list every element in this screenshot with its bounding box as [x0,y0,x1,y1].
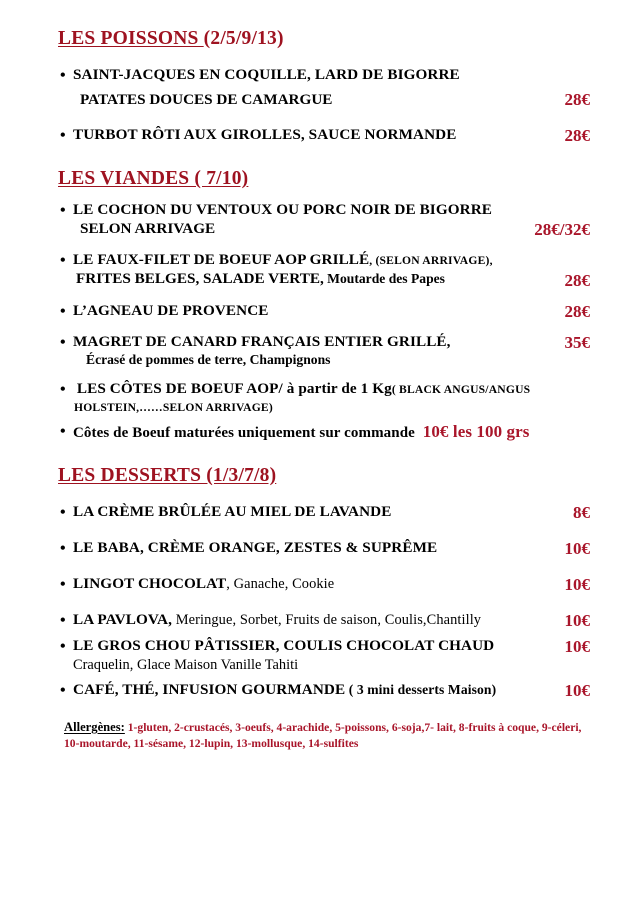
menu-item-text [58,611,557,630]
menu-item [58,251,590,291]
menu-item-price: 35€ [564,333,590,353]
menu-item-text [58,575,557,594]
menu-item-text [58,251,557,288]
section-poissons [58,28,590,146]
bullet-icon: • [60,575,66,593]
menu-item-text [58,66,557,109]
menu-item-line1 [58,575,557,594]
section-heading-desserts [58,465,590,487]
menu-item-line1 [58,503,565,522]
menu-item-price: 10€ [564,636,590,656]
menu-item [58,302,590,322]
bullet-icon: • [60,334,66,352]
menu-item-condiment: Moutarde des Papes [323,271,445,287]
menu-item-line1 [58,251,557,270]
menu-item-line1 [58,333,557,352]
menu-item-name: LA CRÈME BRÛLÉE AU MIEL DE LAVANDE [73,502,392,520]
allergens-list: 1-gluten, 2-crustacés, 3-oeufs, 4-arachide, 5-poissons, 6-soja,7- lait, 8-fruits à coque, 9-céleri, 10-moutarde, 11-sésame, 12-lupin, 13-mollusque, 14-sulfites [64,720,582,751]
menu-item-name: Côtes de Boeuf maturées uniquement sur commande [73,425,415,442]
menu-item-price: 28€ [564,90,590,109]
bullet-icon: • [60,423,66,441]
bullet-icon: • [60,303,66,321]
menu-item-name: LE BABA, CRÈME ORANGE, ZESTES & SUPRÊME [73,538,438,556]
menu-item-price: 10€ [564,680,590,700]
menu-item-price: 10€ [564,538,590,558]
menu-item-name: MAGRET DE CANARD FRANÇAIS ENTIER GRILLÉ, [73,333,451,351]
bullet-icon: • [60,611,66,629]
menu-item-name: CAFÉ, THÉ, INFUSION GOURMANDE [73,680,346,698]
menu-item-price: 28€ [564,302,590,322]
menu-item [58,539,590,559]
menu-item-text [58,302,557,321]
bullet-icon: • [60,539,66,557]
menu-item-name: SAINT-JACQUES EN COQUILLE, LARD DE BIGORRE [73,66,460,83]
menu-item-line1 [58,539,557,558]
menu-item [58,503,590,523]
menu-item-description: Meringue, Sorbet, Fruits de saison, Coulis,Chantilly [172,611,482,628]
menu-item [58,333,590,369]
menu-item-line1 [58,126,557,145]
section-viandes [58,168,590,443]
menu-item-note: , (SELON ARRIVAGE), [369,254,493,268]
menu-item-inline-price: 10€ les 100 grs [422,422,530,442]
menu-item [58,380,590,417]
menu-item-description: ( 3 mini desserts Maison) [345,681,497,697]
bullet-icon: • [60,252,66,270]
menu-item [58,611,590,631]
bullet-icon: • [60,503,66,521]
section-allergen-codes: (2/5/9/13) [203,28,284,49]
allergens-footer [58,719,590,752]
menu-item-price: 10€ [564,574,590,594]
menu-item-line1 [58,302,557,321]
bullet-icon: • [60,67,66,84]
menu-item-line1 [58,380,590,399]
bullet-icon: • [60,127,66,145]
menu-item [58,66,590,110]
menu-item-text [58,637,557,675]
menu-item-name: TURBOT RÔTI AUX GIROLLES, SAUCE NORMANDE [73,126,457,144]
menu-item-price: 28€ [564,126,590,146]
menu-item-line2: Écrasé de pommes de terre, Champignons [86,352,331,368]
menu-item [58,201,590,240]
section-title-text: LES DESSERTS (1/3/7/8) [58,464,277,486]
menu-item-price: 10€ [564,610,590,630]
bullet-icon: • [60,637,66,655]
menu-item-line1 [58,201,526,220]
menu-item-line1 [58,681,557,700]
menu-item-name: LES CÔTES DE BOEUF AOP/ à partir de 1 Kg [73,379,392,397]
menu-item [58,681,590,701]
menu-item [58,126,590,146]
menu-item-name: LA PAVLOVA, [73,610,172,628]
menu-item-text [58,503,565,522]
menu-item-line2: SELON ARRIVAGE [80,220,216,238]
section-heading-viandes [58,168,590,190]
section-title-text: LES VIANDES ( 7/10) [58,168,249,190]
menu-item-sides: FRITES BELGES, SALADE VERTE, [76,270,324,288]
menu-item-price: 28€/32€ [534,220,590,240]
menu-item-text [58,539,557,558]
menu-item-text [58,201,526,238]
section-heading-poissons [58,28,590,50]
menu-item-price: 28€ [564,271,590,291]
menu-item-text [58,681,557,700]
menu-item-text [58,333,557,369]
menu-item-note: ( BLACK ANGUS/ANGUS [391,382,531,396]
menu-item [58,637,590,675]
allergens-label: Allergènes: [64,719,125,734]
menu-item-line1 [58,66,557,85]
menu-item [58,575,590,595]
menu-item-name: LE FAUX-FILET DE BOEUF AOP GRILLÉ [73,251,370,269]
menu-item-line1 [58,611,557,630]
menu-item-line2 [58,270,557,288]
menu-item [58,422,590,442]
bullet-icon: • [60,681,66,699]
menu-item-description: Craquelin, Glace Maison Vanille Tahiti [73,657,299,674]
menu-item-name: LE COCHON DU VENTOUX OU PORC NOIR DE BIGORRE [73,201,493,219]
menu-item-line1 [58,422,590,442]
menu-item-name: LINGOT CHOCOLAT [73,574,227,592]
menu-item-text [58,380,590,417]
menu-item-text [58,422,590,442]
menu-item-name: LE GROS CHOU PÂTISSIER, COULIS CHOCOLAT CHAUD [73,636,495,654]
bullet-icon: • [60,202,66,220]
menu-item-line1 [58,637,557,656]
menu-item-price: 8€ [573,502,590,522]
menu-item-text [58,126,557,145]
bullet-icon: • [60,380,66,398]
menu-item-note-continued: HOLSTEIN,……SELON ARRIVAGE) [74,400,273,414]
section-desserts [58,465,590,701]
menu-item-line2: PATATES DOUCES DE CAMARGUE [80,91,333,109]
menu-item-description: , Ganache, Cookie [226,575,335,592]
section-title-text: LES POISSONS [58,28,204,49]
menu-item-name: L’AGNEAU DE PROVENCE [73,302,269,320]
